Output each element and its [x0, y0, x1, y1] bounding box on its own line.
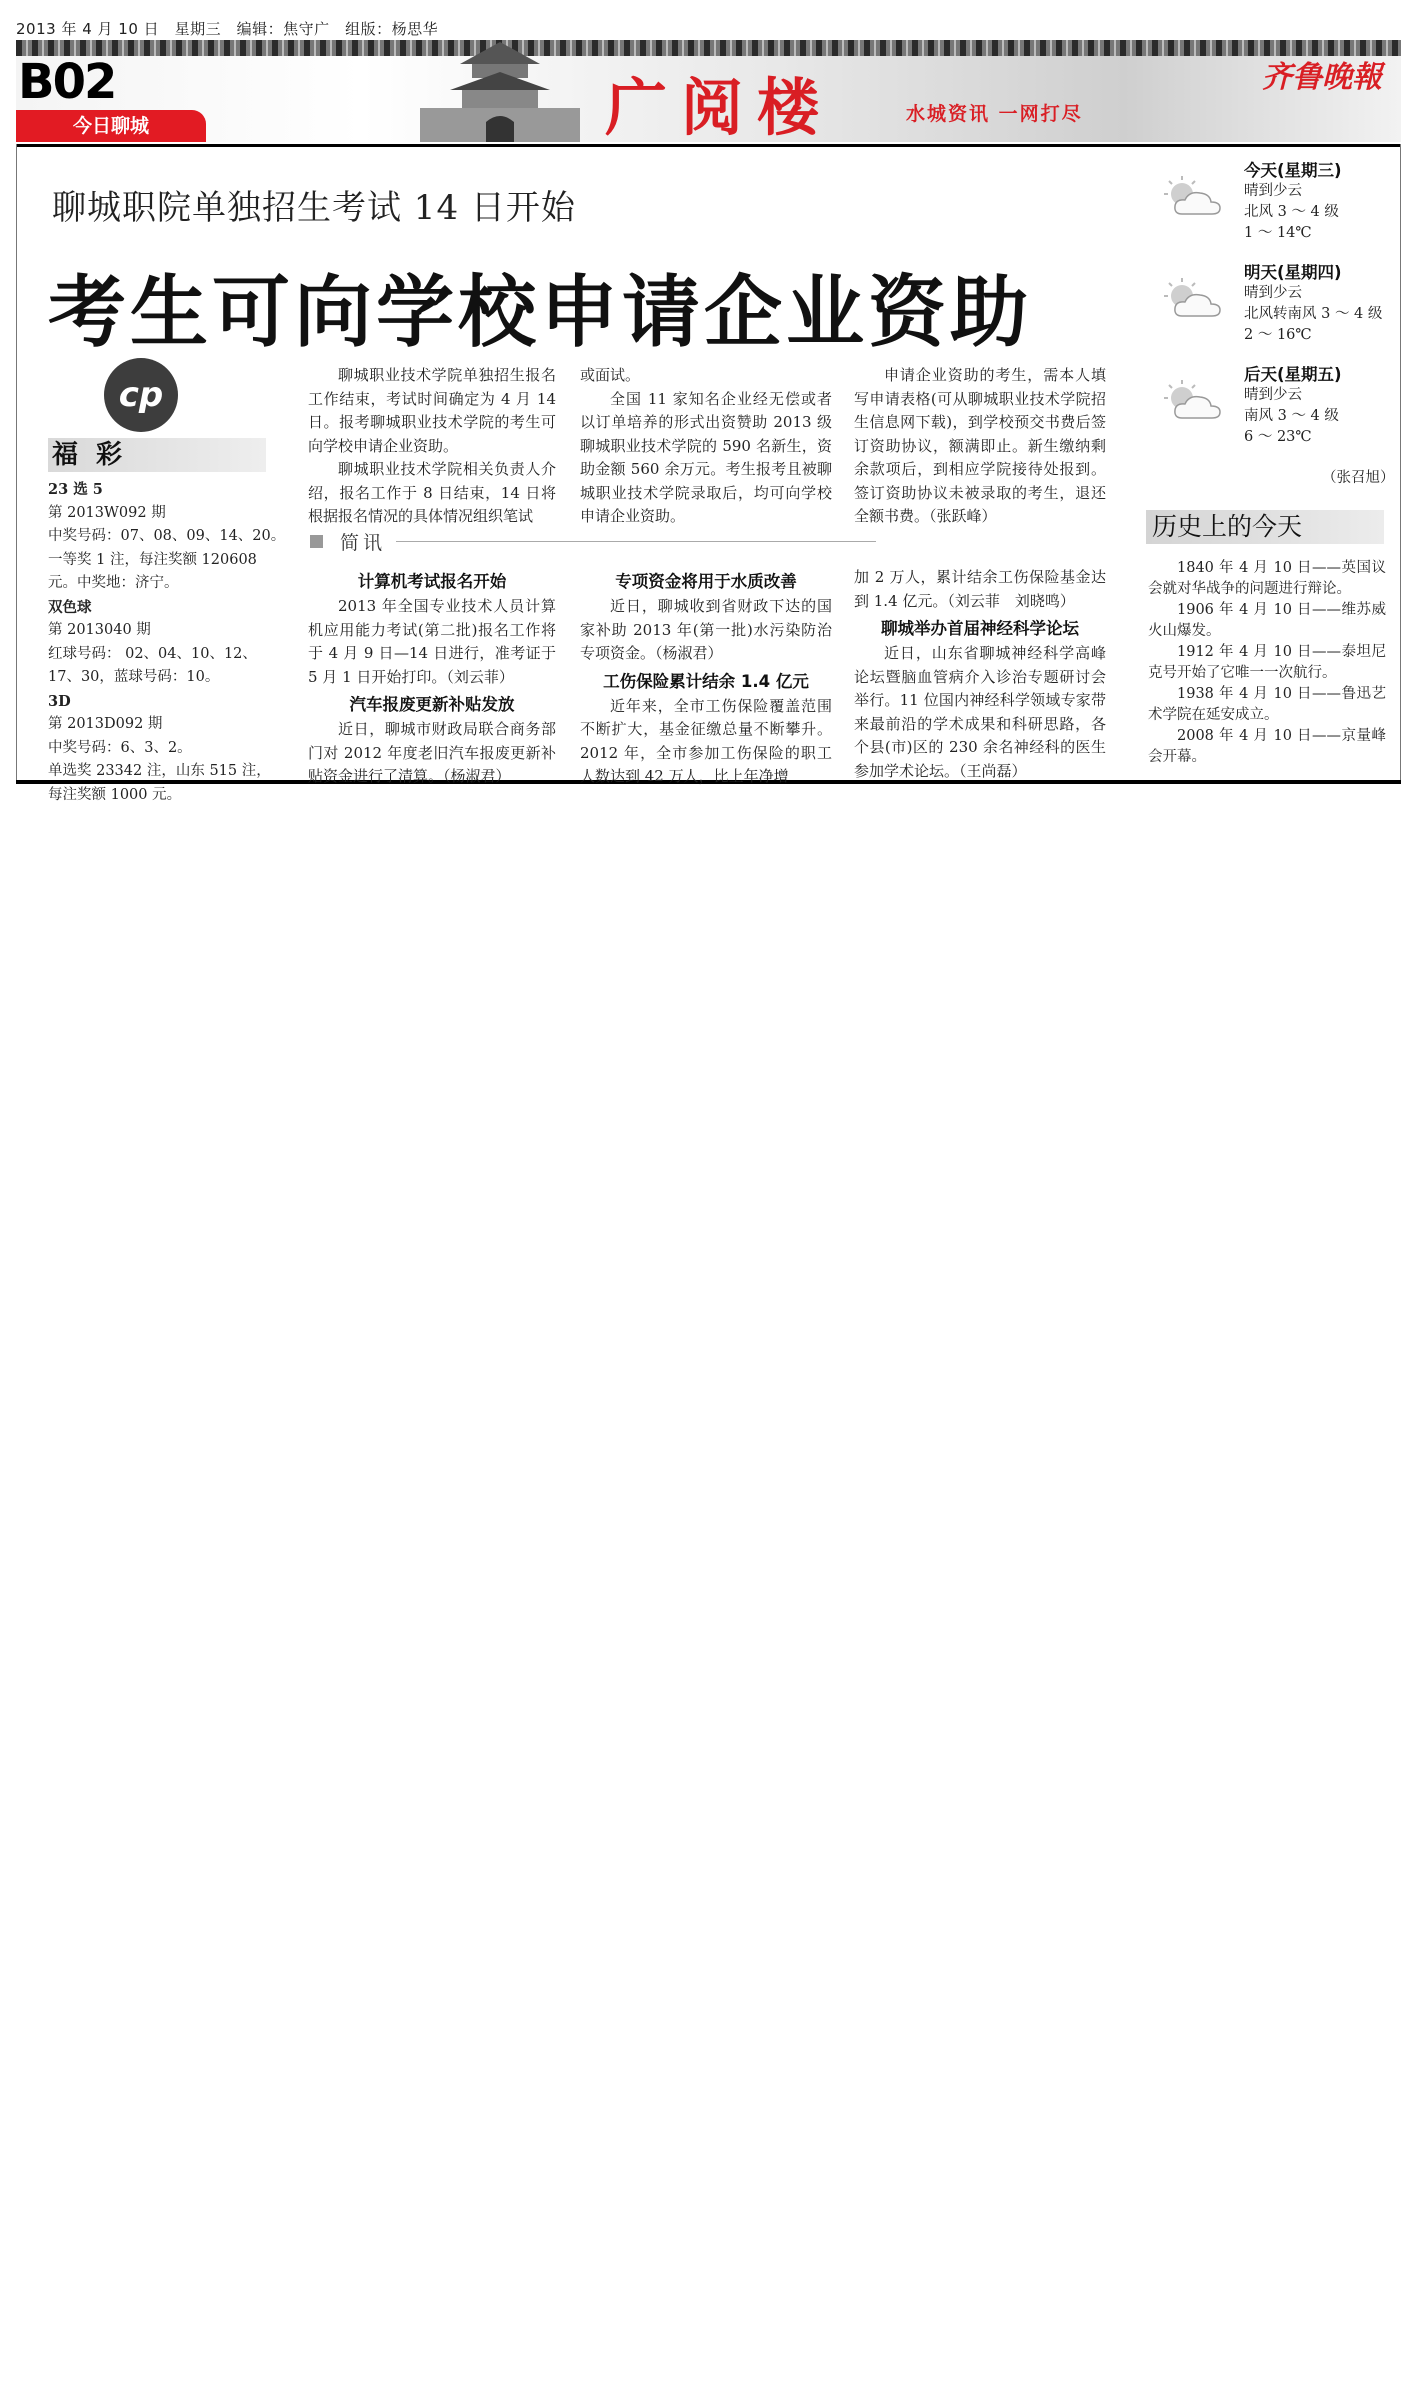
- article-paragraph: 全国 11 家知名企业经无偿或者以订单培养的形式出资赞助 2013 级聊城职业技术学院的 590 名新生，资助金额 560 余万元。考生报考且被聊城职业技术学院录取后，均可向学校申请企业资助。: [580, 389, 832, 525]
- weather-day: 后天(星期五): [1244, 365, 1342, 384]
- briefs-label: 简讯: [340, 532, 387, 554]
- lottery-line: 第 2013W092 期: [48, 504, 166, 521]
- brief-text: 加 2 万人，累计结余工伤保险基金达到 1.4 亿元。（刘云菲 刘晓鸣）: [854, 568, 1106, 610]
- lottery-line: 第 2013D092 期: [48, 716, 163, 732]
- history-list: [1148, 558, 1386, 768]
- article-column-3: [854, 364, 1106, 529]
- page-number: B02: [18, 54, 116, 110]
- tower-illustration: [400, 38, 600, 142]
- weather-day-after: [1150, 364, 1390, 456]
- weather-temp: 6 ～ 23℃: [1244, 429, 1312, 445]
- article-paragraph: 聊城职业技术学院相关负责人介绍，报名工作于 8 日结束，14 日将根据报名情况的具体情况组织笔试: [308, 460, 556, 525]
- article-subtitle: 聊城职院单独招生考试 14 日开始: [52, 188, 576, 228]
- partly-cloudy-icon: [1158, 378, 1232, 422]
- lottery-line: 红球号码： 02、04、10、12、: [48, 645, 257, 662]
- brief-title: 汽车报废更新补贴发放: [349, 695, 515, 714]
- weather-wind: 北风 3 ～ 4 级: [1244, 204, 1339, 220]
- article-paragraph: 聊城职业技术学院单独招生报名工作结束，考试时间确定为 4 月 14 日。报考聊城职业技术学院的考生可向学校申请企业资助。: [308, 366, 556, 455]
- brief-text: 近年来，全市工伤保险覆盖范围不断扩大，基金征缴总量不断攀升。2012 年，全市参加工伤保险的职工人数达到 42 万人，比上年净增: [580, 696, 832, 785]
- left-border: [16, 144, 17, 780]
- brief-title: 聊城举办首届神经科学论坛: [881, 619, 1079, 638]
- history-item: 1906 年 4 月 10 日——维苏威火山爆发。: [1148, 602, 1386, 639]
- section-tag: 今日聊城: [16, 110, 206, 142]
- weather-tomorrow: [1150, 262, 1390, 354]
- brief-title: 工伤保险累计结余 1.4 亿元: [603, 671, 809, 691]
- brief-text: 近日，聊城市财政局联合商务部门对 2012 年度老旧汽车报废更新补贴资金进行了清算。（杨淑君）: [308, 720, 556, 785]
- page-meta-line: 2013 年 4 月 10 日 星期三 编辑：焦守广 组版：杨思华: [16, 20, 439, 38]
- lottery-line: 17、30，蓝球号码：10。: [48, 669, 220, 685]
- article-column-1: [308, 364, 556, 529]
- lottery-line: 中奖号码：07、08、09、14、20。: [48, 528, 286, 544]
- brief-title: 专项资金将用于水质改善: [615, 572, 797, 591]
- weather-today: [1150, 160, 1390, 252]
- history-title: 历史上的今天: [1146, 510, 1384, 544]
- column-name: 广阅楼: [605, 71, 834, 144]
- weather-temp: 1 ～ 14℃: [1244, 225, 1312, 241]
- lottery-line: 每注奖额 1000 元。: [48, 786, 182, 803]
- history-item: 1938 年 4 月 10 日——鲁迅艺术学院在延安成立。: [1148, 686, 1386, 723]
- lottery-line: 元。中奖地：济宁。: [48, 575, 179, 591]
- briefs-divider: [396, 541, 876, 542]
- article-column-2: [580, 364, 832, 529]
- brief-title: 计算机考试报名开始: [357, 572, 507, 591]
- lottery-line: 第 2013040 期: [48, 622, 151, 638]
- weather-day: 今天(星期三): [1244, 161, 1342, 180]
- lottery-line: 中奖号码：6、3、2。: [48, 739, 192, 756]
- briefs-column-1: [308, 566, 556, 789]
- newspaper-logo: 齐鲁晚報: [1262, 60, 1382, 95]
- lottery-line: 一等奖 1 注，每注奖额 120608: [48, 551, 257, 568]
- lottery-line: 3D: [48, 692, 71, 710]
- weather-wind: 南风 3 ～ 4 级: [1244, 408, 1339, 424]
- weather-byline: （张召旭）: [1322, 470, 1395, 486]
- weather-temp: 2 ～ 16℃: [1244, 327, 1312, 343]
- lottery-line: 双色球: [48, 598, 92, 616]
- briefs-column-2: [580, 566, 832, 789]
- brief-text: 2013 年全国专业技术人员计算机应用能力考试(第二批)报名工作将于 4 月 9 日—14 日进行，准考证于 5 月 1 日开始打印。（刘云菲）: [308, 597, 556, 686]
- weather-desc: 晴到少云: [1244, 183, 1302, 199]
- briefs-marker-icon: [310, 535, 323, 548]
- lottery-title: 福彩: [48, 438, 266, 472]
- lottery-results: [48, 478, 286, 807]
- weather-desc: 晴到少云: [1244, 285, 1302, 301]
- history-item: 1912 年 4 月 10 日——泰坦尼克号开始了它唯一一次航行。: [1148, 644, 1386, 681]
- weather-wind: 北风转南风 3 ～ 4 级: [1244, 306, 1383, 322]
- briefs-column-3: [854, 566, 1106, 783]
- weather-desc: 晴到少云: [1244, 387, 1302, 403]
- partly-cloudy-icon: [1158, 174, 1232, 218]
- lottery-line: 单选奖 23342 注，山东 515 注，: [48, 763, 271, 779]
- partly-cloudy-icon: [1158, 276, 1232, 320]
- lottery-line: 23 选 5: [48, 481, 103, 498]
- history-item: 2008 年 4 月 10 日——京量峰会开幕。: [1148, 728, 1386, 765]
- right-border: [1400, 144, 1401, 780]
- lottery-logo-icon: cp: [104, 358, 178, 432]
- article-paragraph: 或面试。: [580, 366, 641, 384]
- column-slogan: 水城资讯 一网打尽: [906, 103, 1083, 125]
- weather-day: 明天(星期四): [1244, 263, 1342, 282]
- brief-text: 近日，山东省聊城神经科学高峰论坛暨脑血管病介入诊治专题研讨会举行。11 位国内神经科学领域专家带来最前沿的学术成果和科研思路，各个县(市)区的 230 余名神经科的医生参加学术论坛。（王尚磊）: [854, 644, 1106, 780]
- brief-text: 近日，聊城收到省财政下达的国家补助 2013 年(第一批)水污染防治专项资金。（杨淑君）: [580, 597, 832, 662]
- article-paragraph: 申请企业资助的考生，需本人填写申请表格(可从聊城职业技术学院招生信息网下载)，到学校预交书费后签订资助协议，额满即止。新生缴纳剩余款项后，到相应学院接待处报到。签订资助协议未被录取的考生，退还全额书费。（张跃峰）: [854, 366, 1106, 525]
- history-item: 1840 年 4 月 10 日——英国议会就对华战争的问题进行辩论。: [1148, 560, 1386, 597]
- article-headline: 考生可向学校申请企业资助: [48, 268, 1033, 358]
